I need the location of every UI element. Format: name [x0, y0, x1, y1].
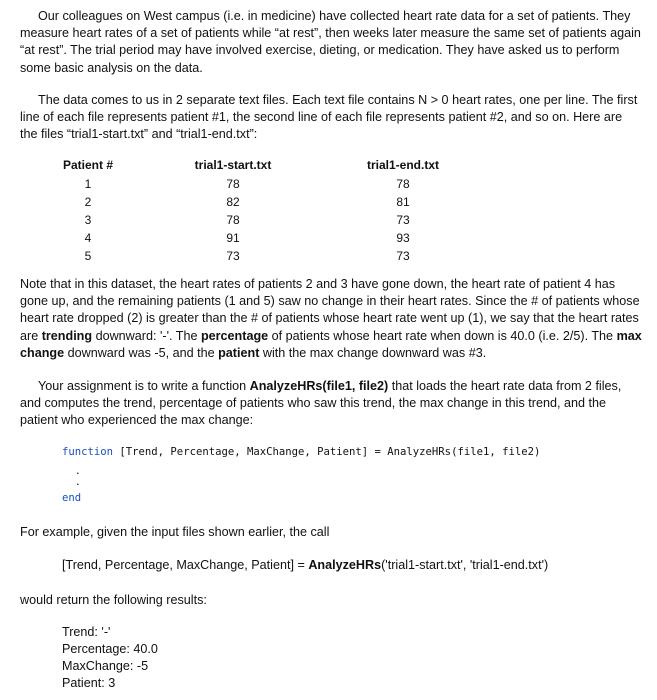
- patient-cell: 5: [84, 249, 92, 263]
- example-call-outputs: [Trend, Percentage, MaxChange, Patient] =: [62, 558, 309, 572]
- note-text-4: downward was -5, and the: [64, 345, 219, 360]
- start-cell: 78: [226, 177, 240, 191]
- table-row: [58, 195, 458, 212]
- header-start-file: trial1-start.txt: [194, 158, 272, 172]
- start-cell: 78: [226, 213, 240, 227]
- would-return-text: would return the following results:: [20, 593, 207, 607]
- start-cell: 82: [226, 195, 240, 209]
- assignment-paragraph: [20, 378, 642, 430]
- results-block: [62, 624, 158, 692]
- note-paragraph: [20, 276, 642, 362]
- patient-cell: 4: [84, 231, 92, 245]
- note-text-1: Note that in this dataset, the heart rates of patients 2 and 3 have gone down, the heart rate of patient 4 has gone up, and the remaining patients (1 and 5) saw no change in their heart rates. Since the # of patients whose heart rate dropped (2) is greater than the # of patients whose heart rate went up (1), we say that the heart rates are: [20, 277, 640, 343]
- assignment-text-2: that loads the heart rate data from 2 files, and computes the trend, percentage of patients who saw this trend, the max change in this trend, and the patient who experienced the max change:: [20, 379, 622, 428]
- result-patient: Patient: 3: [62, 676, 116, 690]
- note-bold-percentage: percentage: [200, 328, 269, 343]
- code-keyword-function: function: [62, 446, 114, 458]
- header-patient: Patient #: [62, 158, 113, 172]
- note-bold-trending: trending: [41, 328, 93, 343]
- example-call-args: ('trial1-start.txt', 'trial1-end.txt'): [381, 558, 549, 572]
- example-call-function: AnalyzeHRs: [308, 558, 382, 572]
- patient-cell: 3: [84, 213, 92, 227]
- code-ellipsis-dot: .: [76, 462, 80, 477]
- end-cell: 81: [396, 195, 410, 209]
- table-row: [58, 231, 458, 248]
- intro-paragraph: [20, 8, 642, 77]
- code-signature-text: [Trend, Percentage, MaxChange, Patient] = AnalyzeHRs(file1, file2): [113, 446, 541, 458]
- end-cell: 93: [396, 231, 410, 245]
- end-cell: 78: [396, 177, 410, 191]
- note-text-5: with the max change downward was #3.: [259, 345, 487, 360]
- header-end-file: trial1-end.txt: [366, 158, 439, 172]
- intro-text: Our colleagues on West campus (i.e. in medicine) have collected heart rate data for a set of patients. They measure heart rates of a set of patients while “at rest”, then weeks later measure the same set of patients again “at rest”. The trial period may have involved exercise, dieting, or medication. They have asked us to perform some basic analysis on the data.: [20, 9, 641, 75]
- example-intro: For example, given the input files shown earlier, the call: [20, 525, 330, 539]
- table-row: [58, 249, 458, 266]
- result-trend: Trend: '-': [62, 625, 111, 639]
- end-cell: 73: [396, 213, 410, 227]
- assignment-text-1: Your assignment is to write a function: [38, 379, 250, 393]
- note-bold-max-change: max change: [20, 328, 642, 360]
- table-row: [58, 177, 458, 194]
- patient-cell: 2: [84, 195, 92, 209]
- example-call: [62, 558, 548, 572]
- note-text-3: of patients whose heart rate when down is 40.0 (i.e. 2/5). The: [268, 328, 617, 343]
- result-maxchange: MaxChange: -5: [62, 659, 149, 673]
- note-bold-patient: patient: [218, 345, 260, 360]
- table-row: [58, 213, 458, 230]
- note-text-2: downward: '-'. The: [92, 328, 201, 343]
- code-signature: [62, 446, 540, 458]
- assignment-function-name: AnalyzeHRs(file1, file2): [249, 379, 389, 393]
- code-ellipsis-dot: .: [76, 473, 80, 488]
- data-description-paragraph: [20, 92, 642, 144]
- code-keyword-end: end: [62, 492, 82, 504]
- start-cell: 91: [226, 231, 240, 245]
- result-percentage: Percentage: 40.0: [62, 642, 158, 656]
- end-cell: 73: [396, 249, 410, 263]
- data-description-text: The data comes to us in 2 separate text files. Each text file contains N > 0 heart rates, one per line. The first line of each file represents patient #1, the second line of each file represents patient #2, and so on. Here are the files “trial1-start.txt” and “trial1-end.txt”:: [20, 93, 638, 142]
- patient-cell: 1: [84, 177, 92, 191]
- start-cell: 73: [226, 249, 240, 263]
